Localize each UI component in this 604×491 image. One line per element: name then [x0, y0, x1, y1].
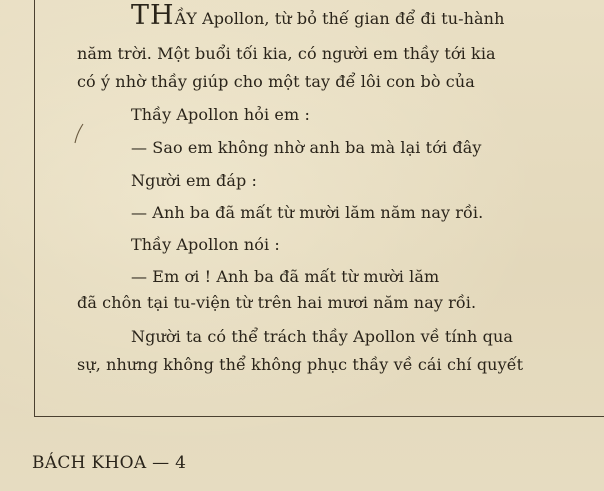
paragraph-line-1 — [131, 0, 505, 31]
page-footer: BÁCH KHOA — 4 — [32, 453, 187, 473]
drop-cap: TH — [131, 0, 175, 31]
paragraph-line-8: Thầy Apollon nói : — [131, 235, 280, 254]
paragraph-line-3: có ý nhờ thầy giúp cho một tay để lôi con bò của — [77, 72, 475, 91]
line-1-text: ẦY Apollon, từ bỏ thế gian để đi tu-hành — [174, 9, 505, 28]
paragraph-line-12: sự, nhưng không thể không phục thầy về cái chí quyết — [77, 355, 524, 374]
paragraph-line-9: — Em ơi ! Anh ba đã mất từ mười lăm — [131, 267, 440, 286]
paragraph-line-7: — Anh ba đã mất từ mười lăm năm nay rồi. — [131, 203, 484, 222]
paragraph-line-5: — Sao em không nhờ anh ba mà lại tới đây — [131, 138, 482, 157]
paragraph-line-4: Thầy Apollon hỏi em : — [131, 105, 310, 124]
paragraph-line-6: Người em đáp : — [131, 171, 258, 190]
left-column-rule — [34, 0, 35, 416]
bottom-column-rule — [34, 416, 604, 417]
paragraph-line-10: đã chôn tại tu-viện từ trên hai mươi năm nay rồi. — [77, 293, 477, 312]
paragraph-line-11: Người ta có thể trách thầy Apollon về tính qua — [131, 327, 513, 346]
pencil-mark — [73, 123, 87, 145]
paragraph-line-2: năm trời. Một buổi tối kia, có người em thầy tới kia — [77, 44, 496, 63]
